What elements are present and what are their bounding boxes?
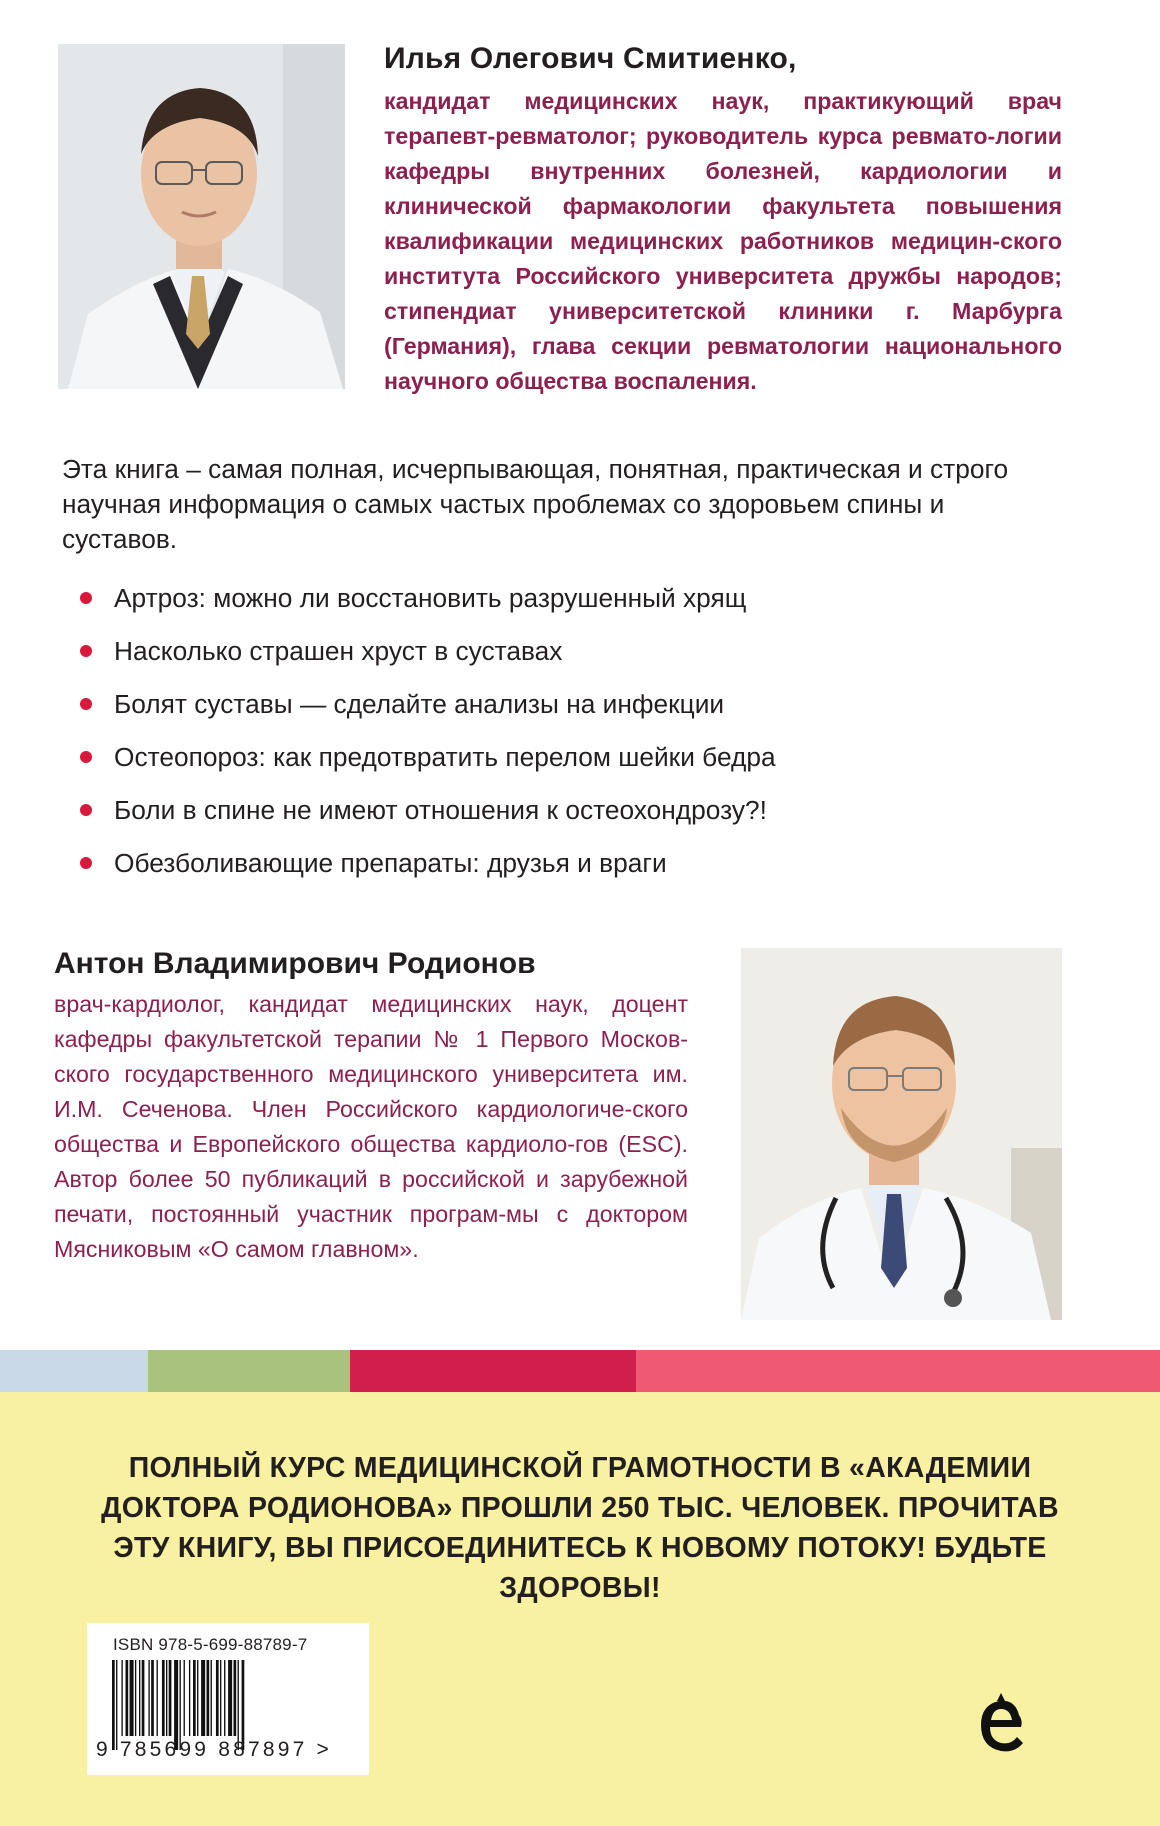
author1-photo [58, 44, 345, 389]
barcode-bar [112, 1660, 115, 1750]
list-item-text: Болят суставы — сделайте анализы на инфекции [114, 689, 725, 719]
bullet-dot-icon [80, 857, 92, 869]
barcode-bar [126, 1660, 129, 1736]
barcode-bar [130, 1660, 134, 1736]
barcode-bar [148, 1660, 149, 1736]
color-strip [0, 1350, 1160, 1392]
list-item-text: Остеопороз: как предотвратить перелом шейки бедра [114, 742, 776, 772]
barcode-bar [174, 1660, 178, 1750]
barcode-bar [238, 1660, 239, 1750]
barcode-icon [112, 1660, 344, 1750]
bullet-dot-icon [80, 592, 92, 604]
barcode-bar [211, 1660, 212, 1736]
author2-portrait-illustration [741, 948, 1062, 1320]
author1-bio: кандидат медицинских наук, практикующий врач терапевт-ревматолог; руководитель курса ревмато-логии кафедры внутренних болезней, кардиологии и клинической фармакологии факультета повышения квалификации медицинских работников медицин-ского института Российского университета дружбы народов; стипендиат университетской клиники г. Марбурга (Германия), глава секции ревматологии национального научного общества воспаления. [384, 88, 1062, 394]
barcode-bar [139, 1660, 140, 1736]
strip-segment-green [148, 1350, 350, 1392]
author2-bio: врач-кардиолог, кандидат медицинских наук, доцент кафедры факультетской терапии № 1 Первого Москов-ского государственного медицинского университета им. И.М. Сеченова. Член Российского кардиологиче-ского общества и Европейского общества кардиоло-гов (ESC). Автор более 50 публикаций в российской и зарубежной печати, постоянный участник програм-мы с доктором Мясниковым «О самом главном». [54, 991, 688, 1262]
author1-portrait-illustration [58, 44, 345, 389]
list-item-text: Обезболивающие препараты: друзья и враги [114, 848, 667, 878]
list-item-text: Боли в спине не имеют отношения к остеохондрозу?! [114, 795, 767, 825]
isbn-label: ISBN 978-5-699-88789-7 [113, 1635, 308, 1654]
list-item [78, 628, 1078, 681]
book-description: Эта книга – самая полная, исчерпывающая, понятная, практическая и строго научная информация о самых частых проблемах со здоровьем спины и суставов. [62, 454, 1009, 554]
barcode-bar [121, 1660, 122, 1736]
barcode-bar [169, 1660, 172, 1736]
barcode-digits: 9 785699 887897 > [96, 1738, 332, 1761]
bullet-dot-icon [80, 645, 92, 657]
barcode-bar [224, 1660, 225, 1736]
barcode-bar [220, 1660, 221, 1736]
barcode-bar [142, 1660, 145, 1736]
barcode-bar [184, 1660, 185, 1736]
barcode-bar [189, 1660, 190, 1736]
bullet-dot-icon [80, 751, 92, 763]
barcode-bar [234, 1660, 237, 1736]
barcode-bar [135, 1660, 136, 1736]
barcode-bar [193, 1660, 196, 1736]
barcode-bar [162, 1660, 165, 1736]
strip-segment-pink [636, 1350, 1160, 1392]
strip-segment-crimson [350, 1350, 636, 1392]
list-item [78, 681, 1078, 734]
list-item-text: Насколько страшен хруст в суставах [114, 636, 563, 666]
topics-list [78, 575, 1078, 893]
barcode-bar [116, 1660, 117, 1750]
list-item [78, 734, 1078, 787]
list-item [78, 787, 1078, 840]
barcode-bar [197, 1660, 198, 1736]
barcode-bar [201, 1660, 205, 1736]
promo-tagline: ПОЛНЫЙ КУРС МЕДИЦИНСКОЙ ГРАМОТНОСТИ В «АКАДЕМИИ ДОКТОРА РОДИОНОВА» ПРОШЛИ 250 ТЫС. ЧЕЛОВЕК. ПРОЧИТАВ ЭТУ КНИГУ, ВЫ ПРИСОЕДИНИТЕСЬ К НОВОМУ ПОТОКУ! БУДЬТЕ ЗДОРОВЫ! [101, 1452, 1059, 1604]
author1-name: Илья Олегович Смитиенко, [384, 42, 797, 75]
barcode-bar [151, 1660, 154, 1736]
barcode-bar [242, 1660, 245, 1750]
publisher-logo-icon [975, 1693, 1031, 1757]
barcode-bar [166, 1660, 167, 1736]
barcode-bar [207, 1660, 210, 1736]
barcode-bar [228, 1660, 232, 1736]
author2-photo [741, 948, 1062, 1320]
bullet-dot-icon [80, 698, 92, 710]
bullet-dot-icon [80, 804, 92, 816]
barcode-bar [180, 1660, 181, 1750]
barcode-bar [216, 1660, 219, 1736]
list-item [78, 840, 1078, 893]
list-item [78, 575, 1078, 628]
author2-name: Антон Владимирович Родионов [54, 947, 536, 980]
strip-segment-blue [0, 1350, 148, 1392]
barcode-bar [157, 1660, 158, 1736]
list-item-text: Артроз: можно ли восстановить разрушенный хрящ [114, 583, 747, 613]
